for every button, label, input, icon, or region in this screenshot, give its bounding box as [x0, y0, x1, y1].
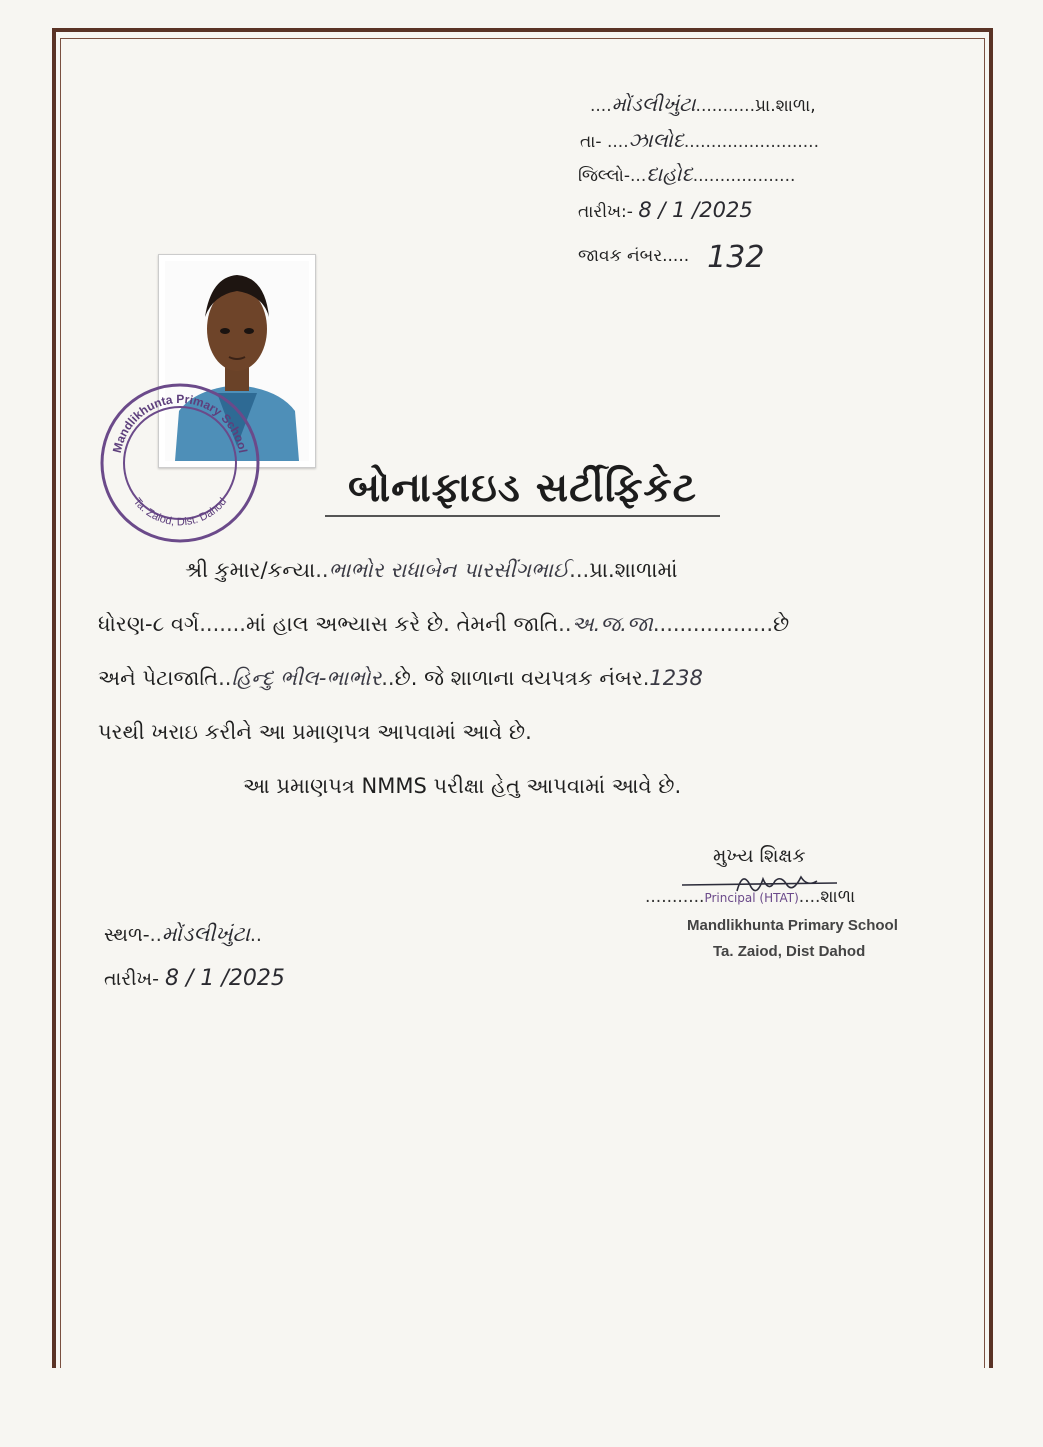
- body-line2-prefix: ધોરણ-૮ વર્ગ: [98, 612, 200, 636]
- body-line-2: ધોરણ-૮ વર્ગ.......માં હાલ અભ્યાસ કરે છે. તેમની જાતિ..અ.જ.જા..................છે: [98, 612, 790, 636]
- header-date-label: તારીખ:-: [578, 202, 633, 222]
- school-stamp: [95, 378, 265, 552]
- principal-stamp-label: Principal (HTAT): [704, 891, 799, 905]
- caste-value: અ.જ.જા: [571, 612, 653, 636]
- body-line3-mid: છે. જે શાળાના વયપત્રક નંબર: [394, 666, 643, 690]
- header-taluka-value: ઝાલોદ: [628, 128, 684, 152]
- signature-role-suffix: શાળા: [820, 887, 856, 907]
- body-line3-prefix: અને પેટાજાતિ: [98, 666, 219, 690]
- footer-date-value: 8 / 1 /2025: [165, 966, 285, 991]
- footer-date-label: તારીખ-: [104, 968, 159, 990]
- header-school-suffix: પ્રા.શાળા,: [755, 96, 816, 116]
- header-outward-value: 132: [707, 240, 765, 275]
- signature-role: મુખ્ય શિક્ષક: [713, 845, 806, 867]
- signature-school-line2: Ta. Zaiod, Dist Dahod: [713, 943, 866, 960]
- signature-principal-line: ...........Principal (HTAT)....શાળા: [645, 887, 856, 907]
- header-district-label: જિલ્લો-: [578, 166, 631, 186]
- header-outward-line: [578, 234, 765, 275]
- header-school-value: મોંડલીખુંટા: [611, 92, 696, 116]
- stamp-text-bottom: Ta. Zaiod, Dist. Dahod: [130, 495, 230, 529]
- footer-place-label: સ્થળ-: [104, 924, 150, 946]
- body-line-5: આ પ્રમાણપત્ર NMMS પરીક્ષા હેતુ આપવામાં આવે છે.: [243, 774, 682, 798]
- footer-date-line: [104, 966, 285, 991]
- header-date-value: 8 / 1 /2025: [638, 198, 753, 222]
- body-line1-prefix: શ્રી કુમાર/કન્યા: [185, 558, 316, 582]
- register-number-value: 1238: [649, 666, 703, 690]
- footer-place-line: સ્થળ-..મોંડલીખુંટા..: [104, 922, 262, 946]
- page-border-inner: [60, 38, 985, 1368]
- header-taluka-line: તા- ....ઝાલોદ.........................: [580, 128, 819, 152]
- body-line1-suffix: પ્રા.શાળામાં: [589, 558, 678, 582]
- header-district-value: દાહોદ: [646, 162, 693, 186]
- body-line2-suffix: છે: [773, 612, 790, 636]
- body-line-1: શ્રી કુમાર/કન્યા..ભાભોર રાધાબેન પારસીંગભાઈ...પ્રા.શાળામાં: [185, 558, 678, 582]
- header-outward-label: જાવક નંબર.....: [578, 246, 690, 266]
- svg-text:Ta. Zaiod, Dist. Dahod: [131, 496, 230, 529]
- header-district-line: જિલ્લો-...દાહોદ...................: [578, 162, 796, 186]
- body-line-4: પરથી ખરાઇ કરીને આ પ્રમાણપત્ર આપવામાં આવે છે.: [98, 720, 532, 744]
- body-line-3: અને પેટાજાતિ..હિન્દુ ભીલ-ભાભોર..છે. જે શાળાના વયપત્રક નંબર.1238: [98, 666, 703, 690]
- footer-place-value: મોંડલીખુંટા: [161, 922, 250, 946]
- header-school-line: ....મોંડલીખુંટા...........પ્રા.શાળા,: [590, 92, 816, 116]
- stamp-text-top: Mandlikhunta Primary School: [109, 391, 251, 455]
- body-line2-mid: માં હાલ અભ્યાસ કરે છે. તેમની જાતિ: [245, 612, 559, 636]
- student-name-value: ભાભોર રાધાબેન પારસીંગભાઈ: [328, 558, 570, 582]
- subcaste-value: હિન્દુ ભીલ-ભાભોર: [231, 666, 382, 690]
- signature-school-line1: Mandlikhunta Primary School: [687, 917, 898, 934]
- header-taluka-label: તા-: [580, 132, 602, 152]
- certificate-title: બોનાફાઇડ સર્ટીફિકેટ: [325, 465, 720, 517]
- header-date-line: [578, 198, 753, 222]
